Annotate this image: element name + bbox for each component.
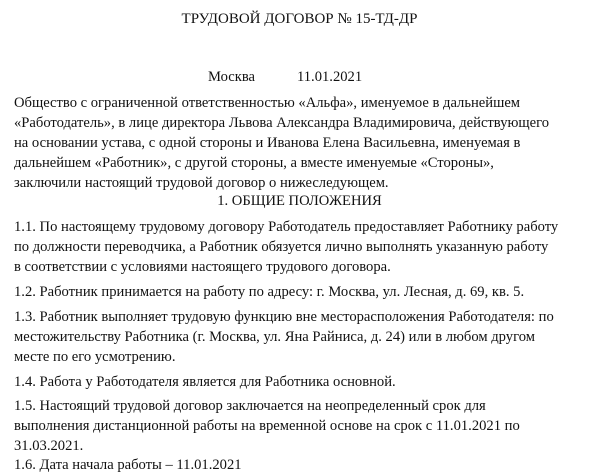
clause-line: 31.03.2021. — [14, 438, 84, 454]
document-date: 11.01.2021 — [297, 69, 363, 85]
clause-line: 1.2. Работник принимается на работу по адресу: г. Москва, ул. Лесная, д. 69, кв. 5. — [14, 284, 525, 300]
preamble-line: дальнейшем «Работник», с другой стороны, а вместе именуемые «Стороны», — [14, 155, 494, 171]
clause-line: в соответствии с условиями настоящего трудового договора. — [14, 259, 391, 275]
clause-line: 1.5. Настоящий трудовой договор заключается на неопределенный срок для — [14, 398, 486, 414]
section-heading: 1. ОБЩИЕ ПОЛОЖЕНИЯ — [217, 193, 382, 209]
document-city: Москва — [208, 69, 256, 85]
clause-line: по должности переводчика, а Работник обязуется лично выполнять указанную работу — [14, 239, 549, 255]
clause-line: 1.6. Дата начала работы – 11.01.2021 — [14, 457, 242, 473]
preamble-line: заключили настоящий трудовой договор о нижеследующем. — [14, 175, 389, 191]
clause-line: 1.1. По настоящему трудовому договору Работодатель предоставляет Работнику работу — [14, 219, 559, 235]
clause-line: местожительству Работника (г. Москва, ул. Яна Райниса, д. 24) или в любом другом — [14, 329, 535, 345]
clause-line: 1.3. Работник выполняет трудовую функцию вне месторасположения Работодателя: по — [14, 309, 554, 325]
preamble-line: на основании устава, с одной стороны и Иванова Елена Васильевна, именуемая в — [14, 135, 521, 151]
clause-line: месте по его усмотрению. — [14, 349, 176, 365]
clause-line: 1.4. Работа у Работодателя является для Работника основной. — [14, 374, 396, 390]
preamble-line: Общество с ограниченной ответственностью «Альфа», именуемое в дальнейшем — [14, 95, 521, 111]
document-title: ТРУДОВОЙ ДОГОВОР № 15-ТД-ДР — [181, 11, 418, 27]
clause-line: выполнения дистанционной работы на временной основе на срок с 11.01.2021 по — [14, 418, 520, 434]
preamble-line: «Работодатель», в лице директора Львова Александра Владимировича, действующего — [14, 115, 550, 131]
